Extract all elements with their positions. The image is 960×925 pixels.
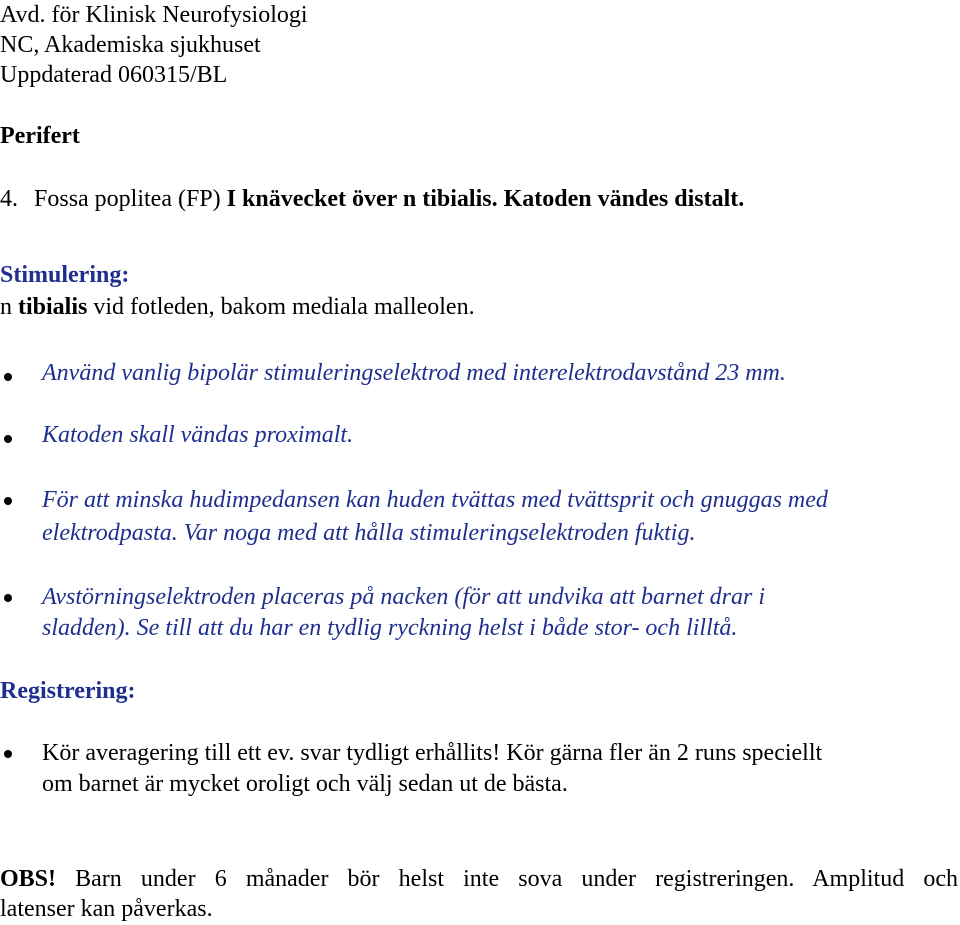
item-4-bold-text: I knävecket över n tibialis. Katoden vändes distalt. — [226, 186, 745, 212]
item-4 — [0, 184, 744, 214]
item-4-number: 4. — [0, 186, 18, 212]
section-title: Perifert — [0, 123, 80, 149]
stimulering-prefix: n — [0, 294, 18, 320]
bullet-dot — [4, 497, 12, 505]
bullet-dot — [4, 594, 12, 602]
item-4-text: Fossa poplitea (FP) — [34, 186, 227, 212]
hospital-name: NC, Akademiska sjukhuset — [0, 32, 261, 58]
stimulering-site — [0, 292, 475, 322]
stimulering-heading: Stimulering: — [0, 262, 130, 288]
stimulering-bullet-4-line2: sladden). Se till att du har en tydlig ryckning helst i både stor- och lilltå. — [42, 615, 738, 641]
stimulering-site-text: vid fotleden, bakom mediala malleolen. — [87, 294, 475, 320]
stimulering-nerve: tibialis — [18, 294, 88, 320]
department-name: Avd. för Klinisk Neurofysiologi — [0, 2, 308, 28]
bullet-dot — [4, 373, 12, 381]
obs-line2: latenser kan påverkas. — [0, 896, 213, 922]
obs-text-1: Barn under 6 månader bör helst inte sova under registreringen. Amplitud och — [56, 866, 958, 892]
stimulering-bullet-3-line1: För att minska hudimpedansen kan huden tvättas med tvättsprit och gnuggas med — [42, 487, 828, 513]
stimulering-bullet-1: Använd vanlig bipolär stimuleringselektrod med interelektrodavstånd 23 mm. — [42, 360, 786, 386]
stimulering-bullet-3-line2: elektrodpasta. Var noga med att hålla stimuleringselektroden fuktig. — [42, 520, 696, 546]
bullet-dot — [4, 435, 12, 443]
stimulering-bullet-2: Katoden skall vändas proximalt. — [42, 422, 354, 448]
updated-line: Uppdaterad 060315/BL — [0, 62, 228, 88]
obs-line1 — [0, 864, 958, 894]
registrering-heading: Registrering: — [0, 678, 136, 704]
bullet-dot — [4, 750, 12, 758]
registrering-bullet-line2: om barnet är mycket oroligt och välj sedan ut de bästa. — [42, 771, 568, 797]
stimulering-bullet-4-line1: Avstörningselektroden placeras på nacken (för att undvika att barnet drar i — [42, 584, 765, 610]
registrering-bullet-line1: Kör averagering till ett ev. svar tydligt erhållits! Kör gärna fler än 2 runs speciellt — [42, 740, 823, 766]
obs-label: OBS! — [0, 866, 57, 892]
